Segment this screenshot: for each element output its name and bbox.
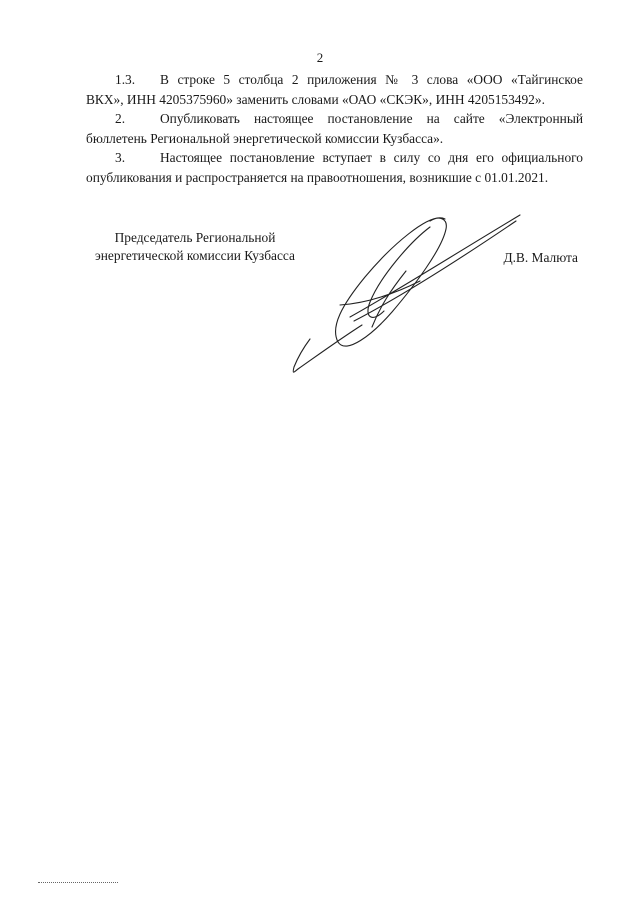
paragraph-line: ВКХ», ИНН 4205375960» заменить словами «ОАО «СКЭК», ИНН 4205153492».	[86, 91, 545, 107]
paragraph-line: бюллетень Региональной энергетической комиссии Кузбасса».	[86, 130, 444, 146]
paragraph-line	[86, 148, 583, 168]
paragraph-text: Настоящее постановление вступает в силу со дня его официального	[160, 150, 583, 165]
signer-title-line: энергетической комиссии Кузбасса	[95, 247, 295, 263]
paragraph-number: 3.	[115, 150, 126, 165]
handwritten-signature	[280, 207, 530, 377]
signer-name: Д.В. Малюта	[503, 250, 578, 265]
paragraph-line: опубликования и распространяется на правоотношения, возникшие с 01.01.2021.	[86, 169, 549, 185]
paragraph-number: 1.3.	[115, 72, 136, 87]
paragraph-line	[86, 109, 583, 129]
paragraph-2	[86, 109, 583, 148]
paragraph-text: В строке 5 столбца 2 приложения № 3 слова «ООО «Тайгинское	[160, 72, 583, 87]
signer-title-line: Председатель Региональной	[114, 230, 276, 245]
signer-title	[84, 229, 306, 264]
paragraph-text: Опубликовать настоящее постановление на сайте «Электронный	[160, 111, 583, 126]
footer-divider	[38, 882, 118, 883]
paragraph-number: 2.	[115, 111, 126, 126]
signature-block	[84, 229, 584, 389]
paragraph-line	[86, 70, 583, 90]
paragraph-1-3	[86, 70, 583, 109]
page-number: 2	[316, 50, 324, 65]
document-body	[86, 70, 583, 187]
paragraph-3	[86, 148, 583, 187]
